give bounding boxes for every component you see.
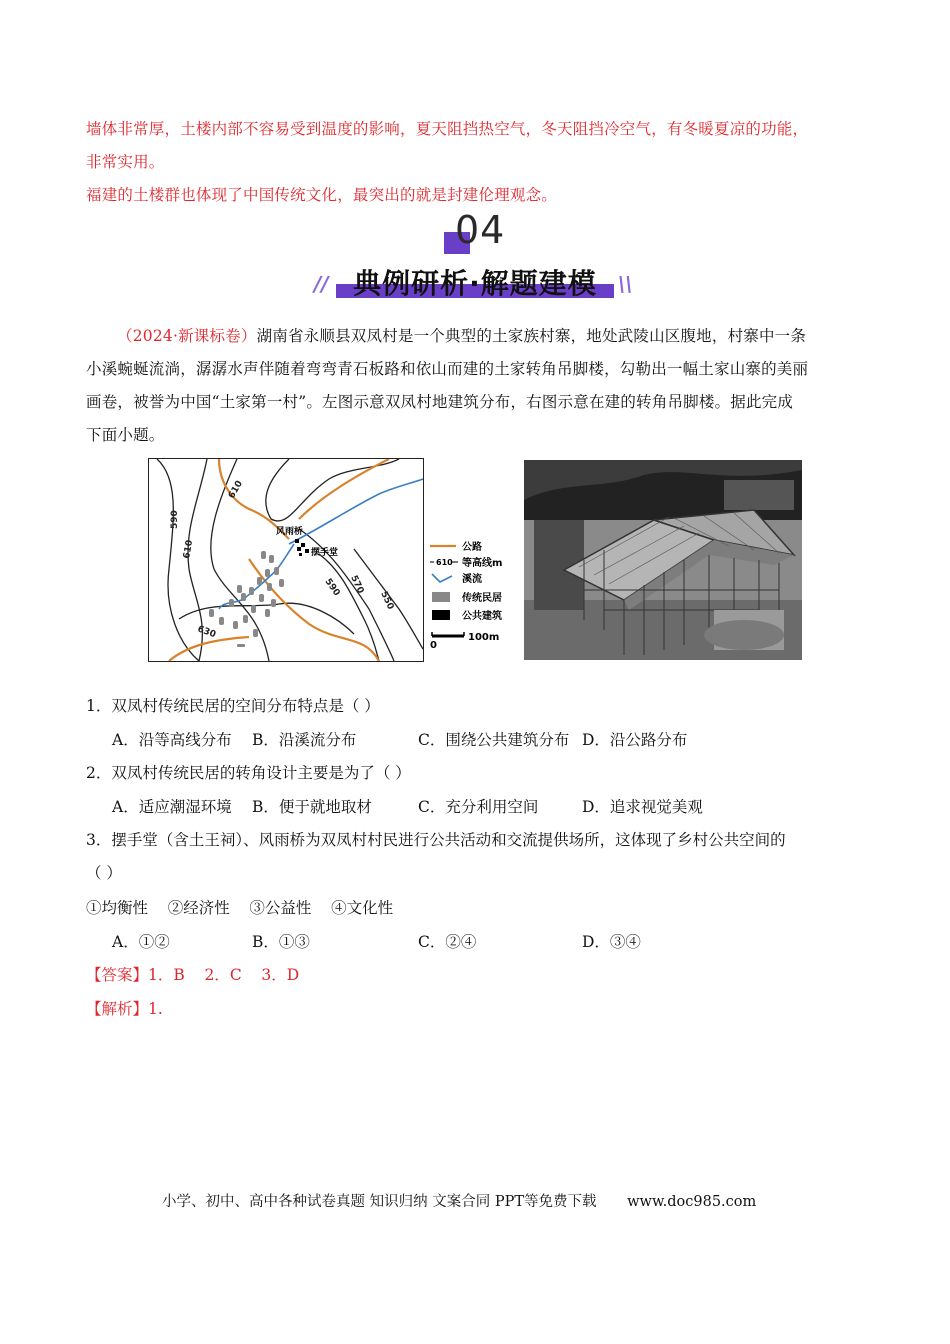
svg-text:610: 610 [226, 479, 245, 501]
svg-text:590: 590 [170, 510, 180, 529]
svg-text:等高线m: 等高线m [462, 558, 503, 569]
q2-option-c[interactable]: C．充分利用空间 [418, 798, 539, 816]
q2-option-a[interactable]: A．适应潮湿环境 [112, 798, 232, 816]
house-symbols [209, 551, 284, 647]
bridge-label: 风雨桥 [276, 527, 304, 537]
answer-text: 1．B 2．C 3．D [148, 966, 300, 984]
carryover-text-line-3: 福建的土楼群也体现了中国传统文化，最突出的就是封建伦理观念。 [86, 186, 558, 204]
footer-website-link[interactable]: www.doc985.com [627, 1194, 757, 1210]
svg-text:550: 550 [378, 590, 396, 612]
svg-text:公共建筑: 公共建筑 [462, 611, 502, 622]
analysis-line [86, 999, 163, 1019]
svg-text:溪流: 溪流 [462, 574, 482, 585]
analysis-text: 1. [148, 1000, 163, 1018]
svg-text:100m: 100m [468, 632, 500, 643]
svg-text:0: 0 [430, 640, 437, 651]
svg-text:公路: 公路 [462, 542, 482, 553]
village-map [149, 459, 423, 661]
analysis-label: 【解析】 [86, 1000, 149, 1018]
section-number: 04 [455, 208, 506, 252]
footer-description: 小学、初中、高中各种试卷真题 知识归纳 文案合同 PPT等免费下载 [162, 1194, 597, 1210]
intro-line-4: 下面小题。 [86, 426, 165, 444]
svg-text:590: 590 [322, 576, 342, 599]
hall-label: 摆手堂 [311, 548, 339, 558]
q3-option-c[interactable]: C．②④ [418, 933, 477, 951]
q3-option-d[interactable]: D．③④ [582, 933, 641, 951]
q1-option-a[interactable]: A．沿等高线分布 [112, 731, 232, 749]
q1-option-c[interactable]: C．围绕公共建筑分布 [418, 731, 570, 749]
stilted-building-photo [524, 460, 802, 660]
village-map-figure [148, 458, 424, 662]
intro-text: 湖南省永顺县双凤村是一个典型的土家族村寨，地处武陵山区腹地，村寨中一条 [256, 327, 807, 345]
question-1-stem: 1．双凤村传统民居的空间分布特点是（ ） [86, 697, 380, 715]
page-footer [162, 1190, 756, 1211]
svg-text:570: 570 [348, 574, 366, 596]
question-3-stem-bracket: （ ） [86, 864, 122, 882]
intro-line-1 [86, 320, 866, 353]
question-2-stem: 2．双凤村传统民居的转角设计主要是为了（ ） [86, 764, 411, 782]
q3-option-b[interactable]: B．①③ [252, 933, 310, 951]
public-building-symbols [295, 539, 309, 556]
svg-text:610: 610 [436, 558, 453, 567]
q1-option-d[interactable]: D．沿公路分布 [582, 731, 688, 749]
q2-option-b[interactable]: B．便于就地取材 [252, 798, 372, 816]
q1-option-b[interactable]: B．沿溪流分布 [252, 731, 357, 749]
answer-label: 【答案】 [86, 966, 149, 984]
svg-text:630: 630 [195, 624, 218, 641]
q3-option-a[interactable]: A．①② [112, 933, 170, 951]
section-title: 典例研析·解题建模 [353, 267, 597, 300]
question-3-items: ①均衡性 ②经济性 ③公益性 ④文化性 [86, 899, 394, 917]
q2-option-d[interactable]: D．追求视觉美观 [582, 798, 703, 816]
svg-text:传统民居: 传统民居 [462, 593, 502, 604]
left-decoration: // [314, 272, 329, 296]
question-3-stem: 3．摆手堂（含土王祠）、风雨桥为双凤村村民进行公共活动和交流提供场所，这体现了乡村公共空间的 [86, 831, 786, 849]
right-decoration: \\ [618, 272, 633, 296]
question-source: （2024·新课标卷） [117, 327, 257, 345]
section-title-banner [336, 262, 614, 298]
intro-line-3: 画卷，被誉为中国“土家第一村”。左图示意双凤村地建筑分布，右图示意在建的转角吊脚楼。据此完成 [86, 393, 794, 411]
carryover-text-line-1: 墙体非常厚，土楼内部不容易受到温度的影响，夏天阻挡热空气，冬天阻挡冷空气，有冬暖夏凉的功能， [86, 120, 809, 138]
map-legend-panel [428, 536, 520, 654]
answer-line [86, 965, 299, 985]
intro-line-2: 小溪蜿蜒流淌，潺潺水声伴随着弯弯青石板路和依山而建的土家转角吊脚楼，勾勒出一幅土家山寨的美丽 [86, 360, 809, 378]
carryover-text-line-2: 非常实用。 [86, 153, 165, 171]
svg-text:610: 610 [182, 539, 196, 560]
